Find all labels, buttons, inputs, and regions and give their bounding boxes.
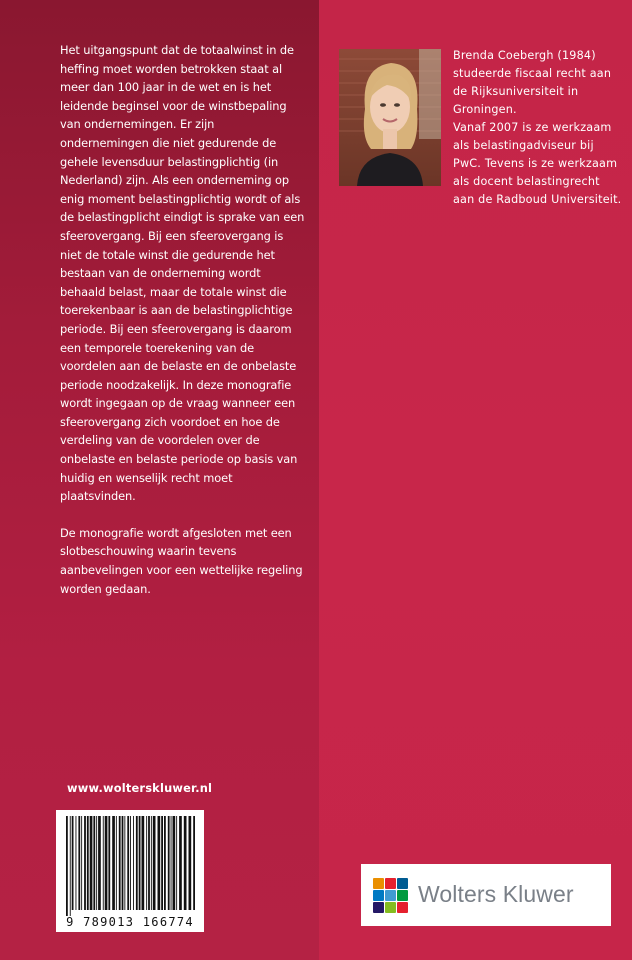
barcode-bar — [81, 816, 82, 910]
barcode-bar — [176, 816, 177, 910]
barcode-bar — [164, 816, 166, 910]
barcode-bar — [179, 816, 182, 910]
barcode-bar — [78, 816, 80, 910]
barcode-bar — [161, 816, 163, 910]
barcode-bar — [90, 816, 93, 910]
barcode-bar — [105, 816, 108, 910]
publisher-name: Wolters Kluwer — [418, 881, 574, 907]
author-bio-education: Brenda Coebergh (1984) studeerde fiscaal recht aan de Rijksuniversiteit in Groningen. — [453, 49, 612, 116]
barcode-bar — [173, 816, 176, 910]
barcode-bar — [184, 816, 187, 910]
barcode-bar — [153, 816, 156, 910]
barcode-bar — [146, 816, 147, 910]
book-summary — [60, 41, 305, 598]
isbn-barcode — [56, 810, 204, 932]
barcode-bar — [124, 816, 125, 910]
author-bio-career: Vanaf 2007 is ze werkzaam als belastingadviseur bij PwC. Tevens is ze werkzaam als docent belastingrecht aan de Radboud Universiteit. — [453, 121, 622, 206]
barcode-bar — [139, 816, 141, 910]
publisher-logo — [361, 864, 611, 926]
barcode-bar — [148, 816, 150, 910]
barcode-bar — [84, 816, 86, 910]
publisher-website: www.wolterskluwer.nl — [67, 781, 213, 795]
summary-paragraph: De monografie wordt afgesloten met een slotbeschouwing waarin tevens aanbevelingen voor een wettelijke regeling worden gedaan. — [60, 525, 303, 596]
barcode-bar — [127, 816, 129, 910]
barcode-bar — [189, 816, 192, 910]
barcode-bar — [130, 816, 131, 910]
barcode-bar — [98, 816, 101, 910]
barcode-bar — [96, 816, 97, 910]
summary-paragraph: Het uitgangspunt dat de totaalwinst in de heffing moet worden betrokken staat al meer dan 100 jaar in de wet en is het leidende beginsel voor de winstbepaling van ondernemingen. Er zijn ondernemingen die niet gedurende de gehele levensduur belastingplichtig (in Nederland) zijn. Als een onderneming op enig moment belastingplichtig wordt of als de belastingplicht eindigt is sprake van een sfeerovergang. Bij een sfeerovergang is niet de totale winst die gedurende het bestaan van de onderneming wordt behaald belast, maar de totale winst die toerekenbaar is aan de belastingplichtige periode. Bij een sfeerovergang is daarom een temporele toerekening van de voordelen aan de belaste en de onbelaste periode noodzakelijk. In deze monografie wordt ingegaan op de vraag wanneer een sfeerovergang zich voordoet en hoe de verdeling van de voordelen over de onbelaste en belaste periode op basis van huidig en wenselijk recht moet plaatsvinden. — [60, 43, 305, 504]
barcode-bar — [103, 816, 104, 910]
barcode-bar — [151, 816, 152, 910]
barcode-bar — [76, 816, 77, 910]
barcode-bar — [122, 816, 124, 910]
barcode-bar — [142, 816, 145, 910]
barcode-bar — [158, 816, 161, 910]
barcode-bar — [93, 816, 95, 910]
barcode-bar — [112, 816, 115, 910]
author-bio — [453, 47, 623, 209]
barcode-bar — [72, 816, 74, 910]
barcode-bar — [119, 816, 121, 910]
wolters-kluwer-mark-icon — [373, 878, 409, 914]
barcode-bar — [133, 816, 134, 910]
barcode-bar — [70, 816, 71, 916]
barcode-digits: 9 789013 166774 — [66, 915, 194, 929]
barcode-bar — [87, 816, 89, 910]
barcode-bar — [168, 816, 170, 910]
barcode-bar — [108, 816, 110, 910]
barcode-bar — [171, 816, 172, 910]
barcode-bar — [116, 816, 117, 910]
barcode-bars — [56, 810, 204, 916]
barcode-bar — [66, 816, 68, 916]
author-portrait-image — [339, 49, 441, 186]
barcode-bar — [136, 816, 138, 910]
author-photo — [339, 49, 441, 186]
barcode-bar — [193, 816, 195, 910]
